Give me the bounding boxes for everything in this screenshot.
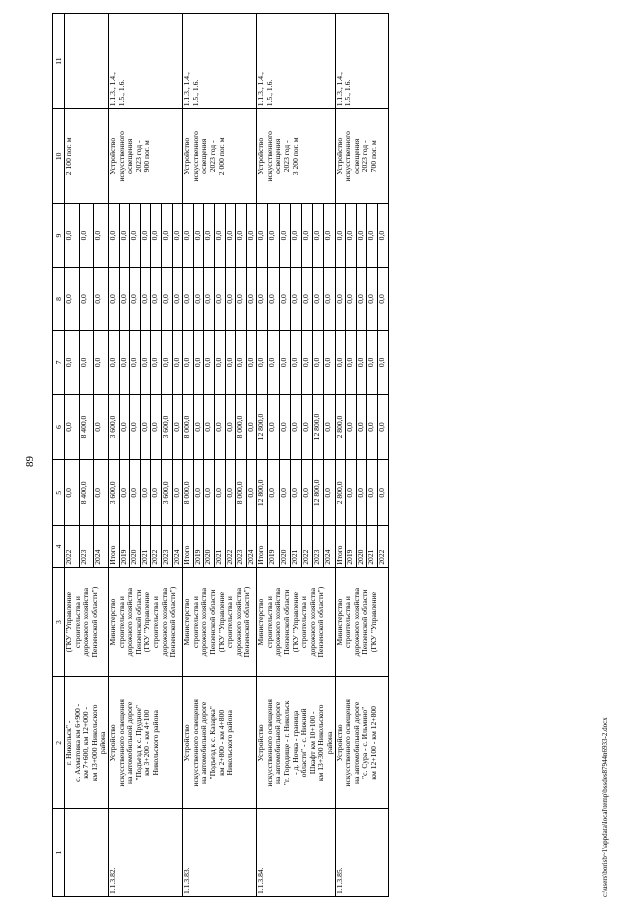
amount-cell: 0,0 [94,394,109,460]
amount-cell: 8 000,0 [236,394,247,460]
amount-cell: 0,0 [204,460,215,526]
column-number-7: 7 [53,331,65,394]
amount-cell: 0,0 [183,204,194,267]
measure-number-cell: 1.1.3.85. [335,809,388,897]
executor-cell: (ГКУ "Управление строительства и дорожного хозяйства Пензенской области") [65,567,109,677]
amount-cell: 0,0 [65,331,80,394]
amount-cell: 0,0 [161,204,172,267]
amount-cell: 0,0 [313,331,324,394]
amount-cell: 0,0 [346,394,357,460]
year-cell: 2020 [204,526,215,567]
footer-file-path: c:\users\borisb~1\appdata\local\temp\bssdes87944n6933-2.docx [601,717,609,897]
amount-cell: 0,0 [225,394,236,460]
amount-cell: 0,0 [378,394,389,460]
year-cell: 2023 [313,526,324,567]
year-cell: 2022 [378,526,389,567]
amount-cell: 0,0 [140,394,151,460]
year-cell: 2023 [236,526,247,567]
year-cell: 2020 [130,526,141,567]
indicator-links-cell: 1.1.3., 1.4., 1.5., 1.6. [335,14,388,109]
amount-cell: 0,0 [214,204,225,267]
amount-cell: 0,0 [183,331,194,394]
amount-cell: 0,0 [140,204,151,267]
amount-cell: 0,0 [324,331,335,394]
amount-cell: 0,0 [130,460,141,526]
amount-cell: 0,0 [108,267,119,330]
amount-cell: 0,0 [290,394,301,460]
page-number: 89 [24,456,36,467]
amount-cell: 0,0 [246,394,257,460]
amount-cell: 0,0 [324,460,335,526]
amount-cell: 0,0 [193,204,204,267]
measure-number-cell [65,809,109,897]
year-cell: 2024 [94,526,109,567]
amount-cell: 3 600,0 [108,460,119,526]
amount-cell: 0,0 [324,204,335,267]
measure-number-cell: 1.1.3.84. [257,809,335,897]
amount-cell: 0,0 [356,394,367,460]
amount-cell: 12 800,0 [257,394,268,460]
year-cell: 2021 [367,526,378,567]
amount-cell: 0,0 [214,394,225,460]
year-cell: 2023 [79,526,94,567]
column-number-3: 3 [53,567,65,677]
amount-cell: 0,0 [268,394,279,460]
result-cell: Устройство искусственного освещения 2023 год - 2 000 пог. м [183,109,257,204]
amount-cell: 0,0 [257,267,268,330]
amount-cell: 8 000,0 [236,460,247,526]
amount-cell: 8 000,0 [183,394,194,460]
amount-cell: 12 800,0 [313,460,324,526]
amount-cell: 0,0 [302,460,313,526]
year-cell: 2019 [346,526,357,567]
amount-cell: 0,0 [335,204,346,267]
year-cell: 2020 [279,526,290,567]
amount-cell: 0,0 [290,460,301,526]
amount-cell: 0,0 [302,331,313,394]
amount-cell: 0,0 [268,267,279,330]
year-cell: 2021 [214,526,225,567]
column-number-8: 8 [53,267,65,330]
amount-cell: 0,0 [130,204,141,267]
amount-cell: 0,0 [108,331,119,394]
amount-cell: 0,0 [236,331,247,394]
amount-cell: 0,0 [290,267,301,330]
amount-cell: 0,0 [268,204,279,267]
year-cell: 2021 [290,526,301,567]
result-cell: Устройство искусственного освещения 2023 год - 900 пог. м [108,109,182,204]
measure-name-cell: Устройство искусственного освещения на автомобильной дороге "Подъезд к с. Казарка" км 2+800 - км 4+800 Никольского района [183,677,257,809]
result-cell: Устройство искусственного освещения 2023 год - 700 пог. м [335,109,388,204]
table-row [257,14,268,897]
amount-cell: 0,0 [214,460,225,526]
column-number-9: 9 [53,204,65,267]
amount-cell: 0,0 [94,460,109,526]
table-row [335,14,346,897]
amount-cell: 0,0 [279,460,290,526]
amount-cell: 0,0 [119,267,130,330]
amount-cell: 0,0 [119,394,130,460]
amount-cell: 0,0 [279,331,290,394]
measures-table [52,13,389,897]
amount-cell: 0,0 [65,267,80,330]
year-cell: 2023 [161,526,172,567]
amount-cell: 0,0 [193,460,204,526]
year-cell: 2019 [193,526,204,567]
year-cell: 2024 [324,526,335,567]
column-number-5: 5 [53,460,65,526]
indicator-links-cell: 1.1.3., 1.4., 1.5., 1.6. [183,14,257,109]
amount-cell: 0,0 [65,460,80,526]
amount-cell: 0,0 [172,204,183,267]
amount-cell: 0,0 [204,204,215,267]
amount-cell: 0,0 [246,204,257,267]
amount-cell: 0,0 [313,204,324,267]
amount-cell: 0,0 [79,267,94,330]
year-cell: 2022 [65,526,80,567]
amount-cell: 0,0 [290,331,301,394]
amount-cell: 0,0 [151,394,162,460]
amount-cell: 0,0 [65,204,80,267]
measure-name-cell: Устройство искусственного освещения на автомобильной дороге "с. Сура - с. Ильмино" км 12+100 - км 12+800 [335,677,388,809]
amount-cell: 0,0 [183,267,194,330]
column-number-10: 10 [53,109,65,204]
amount-cell: 0,0 [346,204,357,267]
amount-cell: 0,0 [140,331,151,394]
amount-cell: 0,0 [225,204,236,267]
amount-cell: 0,0 [172,394,183,460]
amount-cell: 2 800,0 [335,460,346,526]
amount-cell: 0,0 [279,204,290,267]
amount-cell: 0,0 [130,394,141,460]
amount-cell: 0,0 [79,204,94,267]
amount-cell: 0,0 [335,331,346,394]
amount-cell: 0,0 [193,394,204,460]
amount-cell: 0,0 [236,204,247,267]
year-cell: Итого [335,526,346,567]
year-cell: Итого [183,526,194,567]
amount-cell: 0,0 [246,267,257,330]
amount-cell: 0,0 [302,267,313,330]
measure-name-cell: г. Никольск" - с. Ахматовка км 6+900 - км 7+600, км 12+000 - км 13+000 Никольского района [65,677,109,809]
amount-cell: 8 000,0 [183,460,194,526]
executor-cell: Министерство строительства и дорожного хозяйства Пензенской области (ГКУ "Управление строительства и дорожного хозяйства Пензенской области") [183,567,257,677]
amount-cell: 0,0 [246,460,257,526]
amount-cell: 2 800,0 [335,394,346,460]
executor-cell: Министерство строительства и дорожного хозяйства Пензенской области (ГКУ "Управление [335,567,388,677]
result-cell: Устройство искусственного освещения 2023 год - 3 200 пог. м [257,109,335,204]
amount-cell: 0,0 [214,331,225,394]
year-cell: 2022 [302,526,313,567]
amount-cell: 0,0 [236,267,247,330]
year-cell: 2021 [140,526,151,567]
amount-cell: 0,0 [193,267,204,330]
amount-cell: 0,0 [268,331,279,394]
column-number-6: 6 [53,394,65,460]
amount-cell: 0,0 [346,331,357,394]
amount-cell: 8 400,0 [79,394,94,460]
amount-cell: 0,0 [94,331,109,394]
amount-cell: 0,0 [257,331,268,394]
amount-cell: 3 600,0 [161,460,172,526]
measure-number-cell: 1.1.3.82. [108,809,182,897]
column-number-11: 11 [53,14,65,109]
amount-cell: 0,0 [356,460,367,526]
amount-cell: 0,0 [279,267,290,330]
amount-cell: 0,0 [302,394,313,460]
amount-cell: 0,0 [172,267,183,330]
amount-cell: 0,0 [335,267,346,330]
measure-name-cell: Устройство искусственного освещения на автомобильной дороге "г. Городище - г. Никольск - д. Ночка - граница области" - с. Нижний Шкафт км 10+100 - км 13+300 Никольского района [257,677,335,809]
amount-cell: 0,0 [140,460,151,526]
amount-cell: 0,0 [225,460,236,526]
table-body [65,14,389,897]
amount-cell: 0,0 [268,460,279,526]
column-number-4: 4 [53,526,65,567]
column-number-row [53,14,65,897]
amount-cell: 0,0 [378,204,389,267]
measure-number-cell: 1.1.3.83. [183,809,257,897]
indicator-links-cell: 1.1.3., 1.4., 1.5., 1.6. [108,14,182,109]
amount-cell: 0,0 [378,331,389,394]
amount-cell: 3 600,0 [108,394,119,460]
amount-cell: 0,0 [356,267,367,330]
amount-cell: 0,0 [367,204,378,267]
amount-cell: 0,0 [151,204,162,267]
table-row [65,14,80,897]
amount-cell: 0,0 [257,204,268,267]
amount-cell: 0,0 [79,331,94,394]
amount-cell: 0,0 [94,267,109,330]
amount-cell: 0,0 [367,331,378,394]
result-cell: 2 100 пог. м [65,109,109,204]
amount-cell: 0,0 [151,267,162,330]
amount-cell: 0,0 [378,267,389,330]
column-number-2: 2 [53,677,65,809]
year-cell: Итого [108,526,119,567]
executor-cell: Министерство строительства и дорожного хозяйства Пензенской области (ГКУ "Управление строительства и дорожного хозяйства Пензенской области") [257,567,335,677]
amount-cell: 0,0 [151,331,162,394]
amount-cell: 0,0 [367,267,378,330]
amount-cell: 0,0 [119,331,130,394]
amount-cell: 0,0 [193,331,204,394]
year-cell: 2019 [119,526,130,567]
amount-cell: 0,0 [324,394,335,460]
amount-cell: 0,0 [279,394,290,460]
amount-cell: 0,0 [119,204,130,267]
amount-cell: 0,0 [367,460,378,526]
amount-cell: 0,0 [172,460,183,526]
amount-cell: 0,0 [246,331,257,394]
amount-cell: 0,0 [119,460,130,526]
amount-cell: 0,0 [108,204,119,267]
amount-cell: 0,0 [225,331,236,394]
year-cell: 2022 [225,526,236,567]
amount-cell: 0,0 [161,267,172,330]
table-row [183,14,194,897]
amount-cell: 0,0 [172,331,183,394]
amount-cell: 0,0 [140,267,151,330]
year-cell: 2020 [356,526,367,567]
amount-cell: 0,0 [161,331,172,394]
indicator-links-cell: 1.1.3., 1.4., 1.5., 1.6. [257,14,335,109]
amount-cell: 0,0 [324,267,335,330]
amount-cell: 0,0 [204,394,215,460]
year-cell: 2019 [268,526,279,567]
year-cell: 2024 [172,526,183,567]
amount-cell: 0,0 [367,394,378,460]
column-number-1: 1 [53,809,65,897]
amount-cell: 0,0 [302,204,313,267]
amount-cell: 8 400,0 [79,460,94,526]
amount-cell: 0,0 [290,204,301,267]
amount-cell: 0,0 [356,331,367,394]
executor-cell: Министерство строительства и дорожного хозяйства Пензенской области (ГКУ "Управление строительства и дорожного хозяйства Пензенской области") [108,567,182,677]
amount-cell: 0,0 [94,204,109,267]
amount-cell: 0,0 [130,267,141,330]
amount-cell: 3 600,0 [161,394,172,460]
amount-cell: 0,0 [356,204,367,267]
year-cell: Итого [257,526,268,567]
amount-cell: 0,0 [346,460,357,526]
amount-cell: 0,0 [378,460,389,526]
table-row [108,14,119,897]
year-cell: 2024 [246,526,257,567]
amount-cell: 0,0 [214,267,225,330]
amount-cell: 12 800,0 [257,460,268,526]
amount-cell: 0,0 [204,331,215,394]
amount-cell: 0,0 [225,267,236,330]
amount-cell: 0,0 [65,394,80,460]
amount-cell: 0,0 [151,460,162,526]
amount-cell: 0,0 [346,267,357,330]
amount-cell: 12 800,0 [313,394,324,460]
year-cell: 2022 [151,526,162,567]
indicator-links-cell [65,14,109,109]
measure-name-cell: Устройство искусственного освещения на автомобильной дороге "Подъезд к с. Прудное" км 3+200 - км 4+100 Никольского района [108,677,182,809]
amount-cell: 0,0 [130,331,141,394]
amount-cell: 0,0 [313,267,324,330]
amount-cell: 0,0 [204,267,215,330]
